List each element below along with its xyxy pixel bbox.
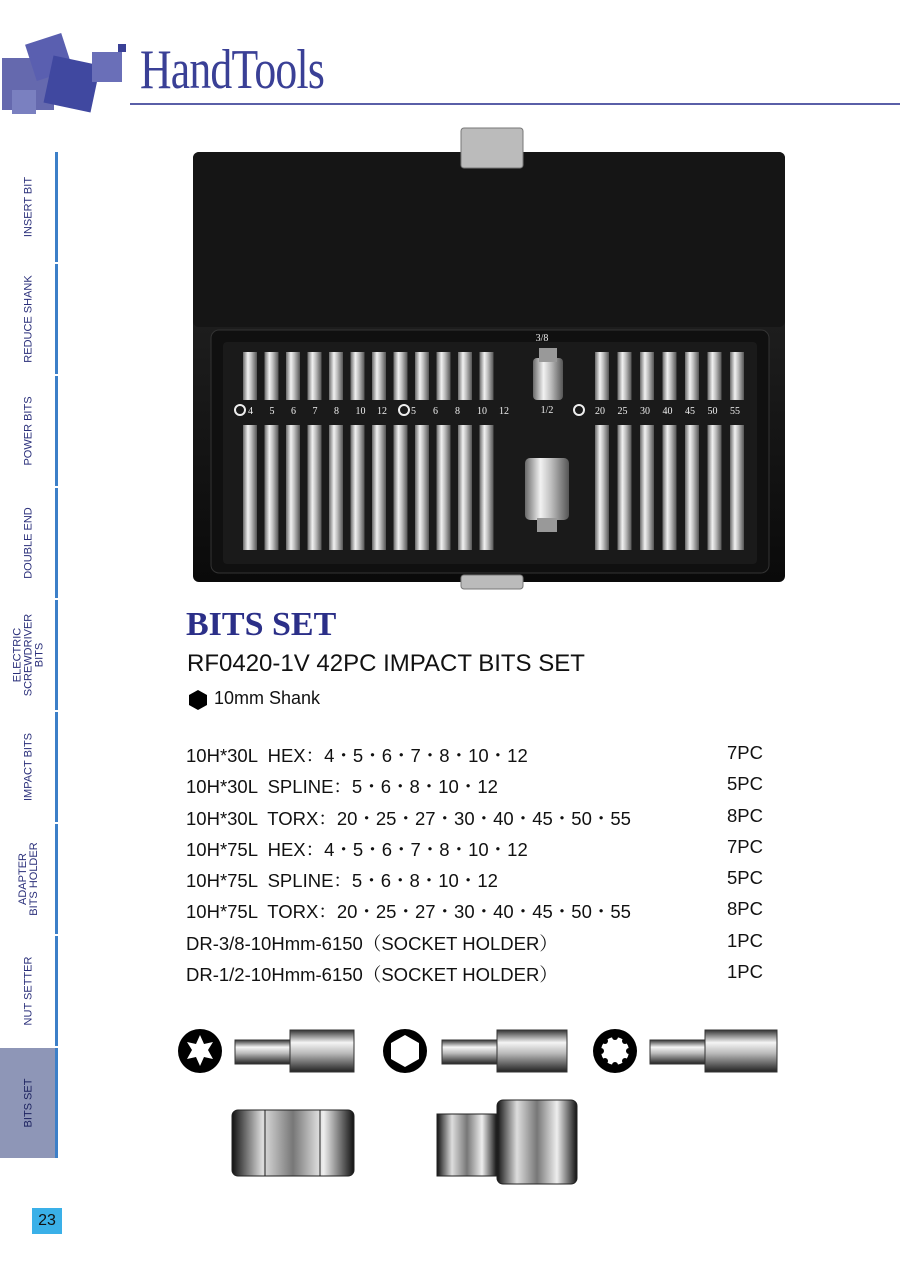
case-size-label: 8 bbox=[455, 406, 460, 417]
tab-label: IMPACT BITS bbox=[22, 732, 35, 802]
short-bit bbox=[640, 352, 654, 400]
case-size-label: 25 bbox=[617, 406, 628, 417]
short-bit bbox=[663, 352, 677, 400]
product-title: BITS SET bbox=[186, 606, 337, 643]
tab-double-end[interactable] bbox=[0, 488, 58, 598]
short-bit bbox=[394, 352, 408, 400]
tab-label: POWER BITS bbox=[22, 396, 35, 466]
case-size-label: 55 bbox=[730, 406, 740, 417]
spec-quantity: 8PC bbox=[727, 804, 763, 826]
spec-description: 10H*30L HEX：4・5・6・7・8・10・12 bbox=[186, 745, 528, 766]
spec-quantity: 1PC bbox=[727, 929, 763, 951]
spline-bit-illustration bbox=[650, 1030, 777, 1072]
long-bit bbox=[415, 425, 429, 550]
spec-quantity: 1PC bbox=[727, 961, 763, 983]
tab-impact-bits[interactable] bbox=[0, 712, 58, 822]
long-bit bbox=[372, 425, 386, 550]
socket-holder-large-illustration bbox=[437, 1100, 577, 1184]
short-bit bbox=[308, 352, 322, 400]
tab-reduce-shank[interactable] bbox=[0, 264, 58, 374]
tab-label: DOUBLE END bbox=[22, 507, 35, 579]
long-bit bbox=[243, 425, 257, 550]
spec-description: 10H*30L SPLINE：5・6・8・10・12 bbox=[186, 776, 498, 798]
short-bit bbox=[458, 352, 472, 400]
hex-profile-icon bbox=[383, 1029, 427, 1073]
case-size-label: 40 bbox=[662, 406, 673, 417]
case-size-label: 6 bbox=[291, 406, 296, 417]
spec-description: DR-3/8-10Hmm-6150（SOCKET HOLDER） bbox=[186, 932, 558, 954]
case-label-top: 3/8 bbox=[535, 333, 549, 344]
spec-description: 10H*75L HEX：4・5・6・7・8・10・12 bbox=[186, 838, 528, 860]
short-bit bbox=[286, 352, 300, 400]
long-bit bbox=[708, 425, 722, 550]
brand-logo-squares bbox=[0, 30, 140, 130]
long-bit bbox=[618, 425, 632, 550]
case-size-label: 20 bbox=[595, 406, 605, 417]
short-bit bbox=[265, 352, 279, 400]
brand-name: HandTools bbox=[140, 39, 325, 101]
tab-label: REDUCE SHANK bbox=[22, 275, 35, 363]
short-bit bbox=[685, 352, 699, 400]
short-bit bbox=[595, 352, 609, 400]
torx-profile-icon bbox=[178, 1029, 222, 1073]
tab-adapter-bits-holder[interactable] bbox=[0, 824, 58, 934]
long-bit bbox=[308, 425, 322, 550]
torx-bit-illustration bbox=[235, 1030, 354, 1072]
tab-label: NUT SETTER bbox=[22, 956, 35, 1026]
tab-label: ELECTRIC SCREWDRIVER BITS bbox=[11, 613, 46, 697]
spec-row bbox=[186, 836, 786, 867]
case-size-label: 10 bbox=[477, 406, 487, 417]
shank-size: 10mm Shank bbox=[214, 688, 321, 708]
short-bit bbox=[351, 352, 365, 400]
long-bit bbox=[640, 425, 654, 550]
socket-holder-illustration bbox=[232, 1110, 354, 1176]
case-size-label: 12 bbox=[377, 406, 387, 417]
case-size-label: 10 bbox=[355, 406, 366, 417]
spec-row bbox=[186, 773, 786, 804]
hexagon-icon bbox=[187, 689, 209, 711]
spec-description: DR-1/2-10Hmm-6150（SOCKET HOLDER） bbox=[186, 964, 558, 986]
long-bit bbox=[663, 425, 677, 550]
header-rule bbox=[130, 103, 900, 105]
spec-row bbox=[186, 961, 786, 992]
long-bit bbox=[685, 425, 699, 550]
spec-quantity: 8PC bbox=[727, 898, 763, 920]
tab-label: ADAPTER BITS HOLDER bbox=[17, 842, 40, 916]
product-subtitle: RF0420-1V 42PC IMPACT BITS SET bbox=[187, 650, 585, 677]
short-bit bbox=[618, 352, 632, 400]
case-size-label: 45 bbox=[685, 406, 695, 417]
case-size-label: 6 bbox=[433, 406, 438, 417]
spec-row bbox=[186, 898, 786, 929]
spec-row bbox=[186, 742, 786, 773]
spline-profile-icon bbox=[593, 1029, 637, 1073]
short-bit bbox=[329, 352, 343, 400]
spec-row bbox=[186, 867, 786, 898]
short-bit bbox=[480, 352, 494, 400]
spec-quantity: 5PC bbox=[727, 867, 763, 889]
case-size-label: 5 bbox=[269, 406, 275, 417]
hex-bit-illustration bbox=[442, 1030, 567, 1072]
short-bit bbox=[730, 352, 744, 400]
bit-type-illustrations bbox=[170, 1018, 790, 1188]
spec-row bbox=[186, 930, 786, 961]
short-bit bbox=[708, 352, 722, 400]
page-number: 23 bbox=[32, 1208, 62, 1234]
short-bit bbox=[415, 352, 429, 400]
case-size-label: 12 bbox=[499, 406, 509, 417]
long-bit bbox=[265, 425, 279, 550]
spec-description: 10H*75L SPLINE：5・6・8・10・12 bbox=[186, 870, 498, 892]
spec-quantity: 5PC bbox=[727, 773, 763, 795]
case-label-mid: 1/2 bbox=[540, 405, 554, 416]
case-size-label: 7 bbox=[312, 406, 318, 417]
long-bit bbox=[329, 425, 343, 550]
spec-quantity: 7PC bbox=[727, 742, 763, 763]
long-bit bbox=[595, 425, 609, 550]
tab-insert-bit[interactable] bbox=[0, 152, 58, 262]
long-bit bbox=[351, 425, 365, 550]
tab-label: INSERT BIT bbox=[22, 176, 35, 238]
case-size-label: 50 bbox=[707, 406, 718, 417]
case-size-label: 30 bbox=[640, 406, 650, 417]
case-size-label: 5 bbox=[411, 406, 416, 417]
case-size-label: 4 bbox=[248, 406, 253, 417]
tab-label: BITS SET bbox=[22, 1078, 35, 1128]
spec-row bbox=[186, 805, 786, 836]
spec-list bbox=[186, 742, 786, 992]
spec-description: 10H*75L TORX：20・25・27・30・40・45・50・55 bbox=[186, 901, 631, 923]
long-bit bbox=[394, 425, 408, 550]
spec-description: 10H*30L TORX：20・25・27・30・40・45・50・55 bbox=[186, 807, 631, 829]
tab-nut-setter[interactable] bbox=[0, 936, 58, 1046]
short-bit bbox=[243, 352, 257, 400]
tab-electric-screwdriver-bits[interactable] bbox=[0, 600, 58, 710]
long-bit bbox=[730, 425, 744, 550]
long-bit bbox=[480, 425, 494, 550]
short-bit bbox=[437, 352, 451, 400]
bits-case-photo bbox=[193, 120, 793, 590]
short-bit bbox=[372, 352, 386, 400]
tab-bits-set[interactable] bbox=[0, 1048, 58, 1158]
long-bit bbox=[437, 425, 451, 550]
tab-power-bits[interactable] bbox=[0, 376, 58, 486]
case-size-label: 8 bbox=[334, 406, 339, 417]
spec-quantity: 7PC bbox=[727, 835, 763, 857]
long-bit bbox=[458, 425, 472, 550]
long-bit bbox=[286, 425, 300, 550]
